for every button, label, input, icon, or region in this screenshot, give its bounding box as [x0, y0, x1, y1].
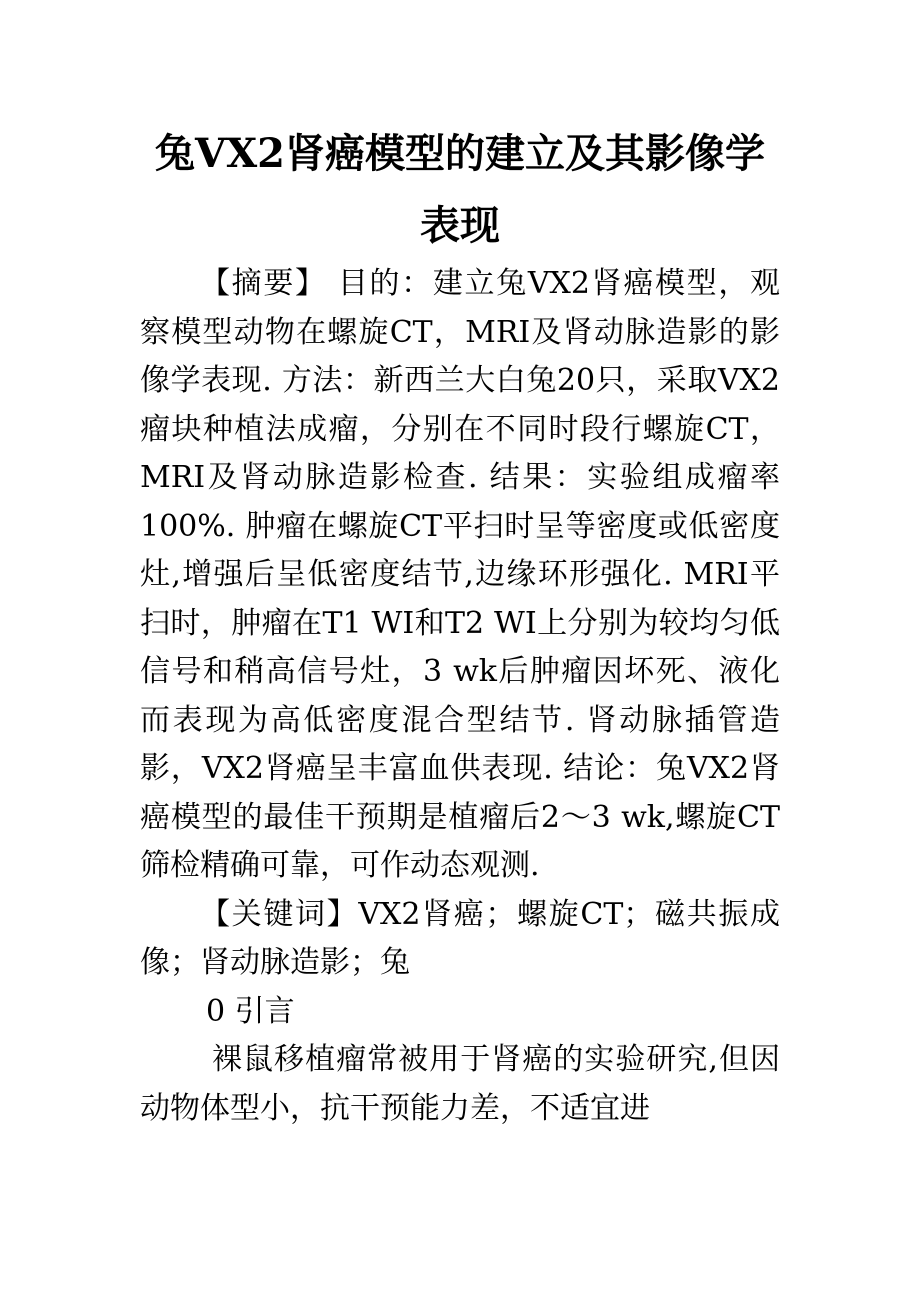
keywords-label: 【关键词】: [200, 896, 359, 932]
keywords-paragraph: [140, 891, 780, 988]
paper-title: 兔VX2肾癌模型的建立及其影像学表现: [155, 130, 765, 249]
abstract-text: 目的：建立兔VX2肾癌模型，观察模型动物在螺旋CT，MRI及肾动脉造影的影像学表现. 方法：新西兰大白兔20只，采取VX2瘤块种植法成瘤，分别在不同时段行螺旋CT，MRI及肾动脉造影检查. 结果：实验组成瘤率100%. 肿瘤在螺旋CT平扫时呈等密度或低密度灶,增强后呈低密度结节,边缘环形强化. MRI平扫时，肿瘤在T1 WI和T2 WI上分别为较均匀低信号和稍高信号灶，3 wk后肿瘤因坏死、液化而表现为高低密度混合型结节. 肾动脉插管造影，VX2肾癌呈丰富血供表现. 结论：兔VX2肾癌模型的最佳干预期是植瘤后2～3 wk,螺旋CT筛检精确可靠，可作动态观测.: [140, 266, 780, 883]
section-heading: 0 引言: [206, 993, 295, 1029]
keywords-text: VX2肾癌；螺旋CT；磁共振成像；肾动脉造影；兔: [140, 896, 781, 980]
abstract-paragraph: [140, 260, 780, 891]
paper-body: [140, 260, 780, 1133]
abstract-label: 【摘要】: [200, 266, 327, 301]
intro-paragraph: 裸鼠移植瘤常被用于肾癌的实验研究,但因动物体型小，抗干预能力差，不适宜进: [140, 1042, 780, 1126]
